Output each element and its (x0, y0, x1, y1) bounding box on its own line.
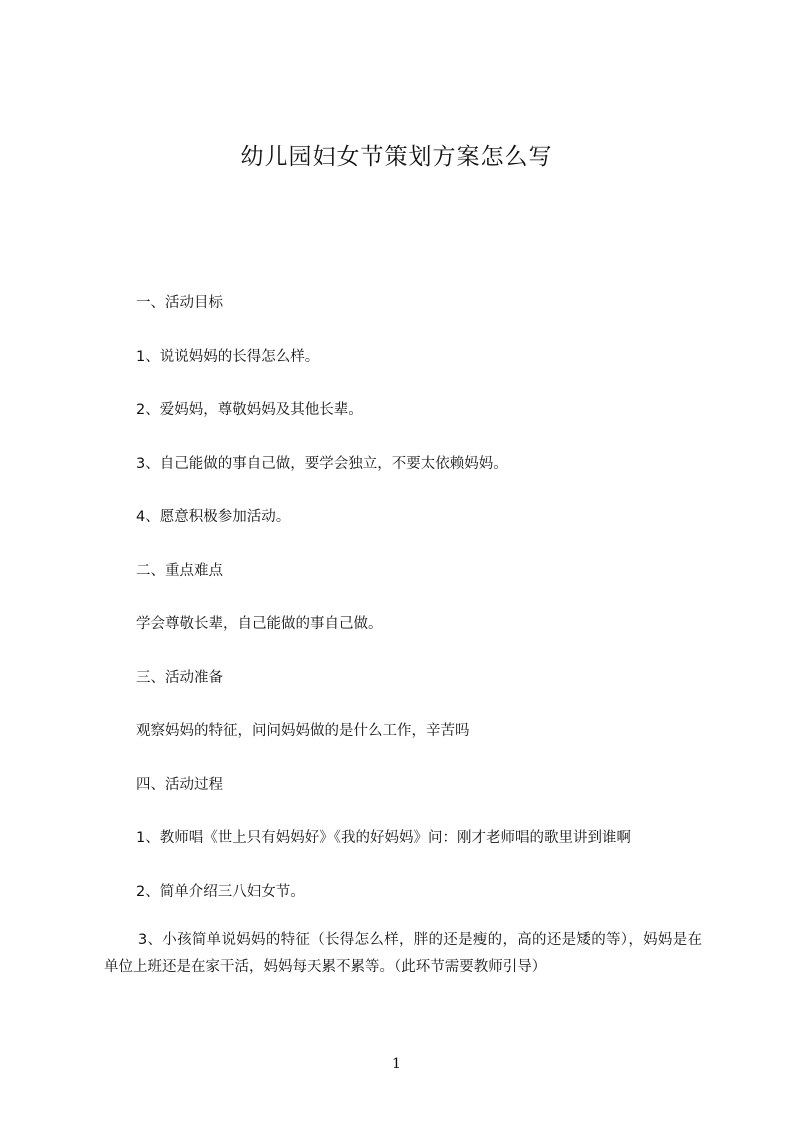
paragraph: 3、小孩简单说妈妈的特征（长得怎么样，胖的还是瘦的，高的还是矮的等），妈妈是在单位上班还是在家干活，妈妈每天累不累等。（此环节需要教师引导） (104, 932, 702, 975)
paragraph: 3、自己能做的事自己做，要学会独立，不要太依赖妈妈。 (136, 456, 508, 472)
section-heading-process: 四、活动过程 (136, 777, 223, 793)
section-heading-key-points: 二、重点难点 (136, 563, 223, 579)
paragraph: 2、爱妈妈，尊敬妈妈及其他长辈。 (136, 402, 363, 418)
paragraph: 学会尊敬长辈，自己能做的事自己做。 (136, 616, 383, 632)
section-heading-goals: 一、活动目标 (136, 295, 223, 311)
section-heading-preparation: 三、活动准备 (136, 670, 223, 686)
paragraph: 2、简单介绍三八妇女节。 (136, 884, 305, 900)
page-number: 1 (392, 1056, 401, 1072)
paragraph: 1、教师唱《世上只有妈妈好》《我的好妈妈》问：刚才老师唱的歌里讲到谁啊 (136, 830, 631, 846)
paragraph: 观察妈妈的特征，问问妈妈做的是什么工作，辛苦吗 (136, 723, 470, 739)
paragraph: 1、说说妈妈的长得怎么样。 (136, 349, 320, 365)
paragraph: 4、愿意积极参加活动。 (136, 509, 291, 525)
document-title: 幼儿园妇女节策划方案怎么写 (240, 144, 553, 170)
